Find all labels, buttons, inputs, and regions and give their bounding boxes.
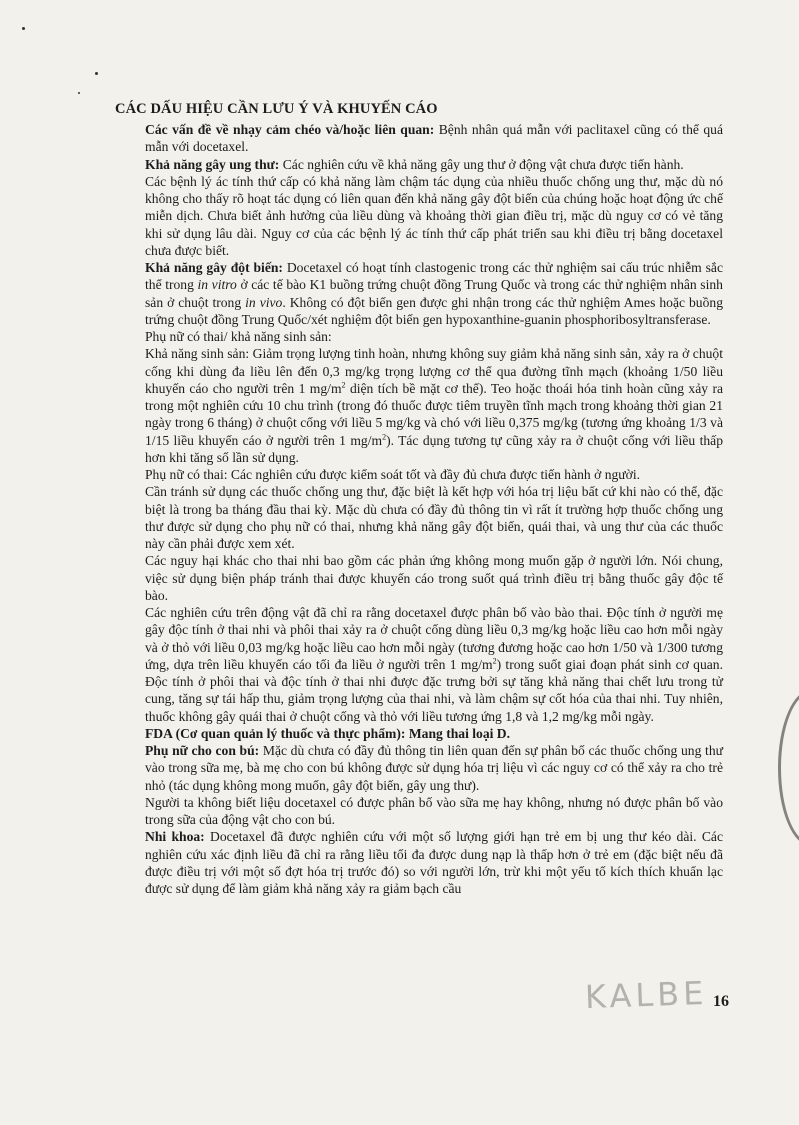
paragraph-text: Khả năng sinh sản: Giảm trọng lượng tinh hoàn, nhưng không suy giảm khả năng sinh sản, xảy ra ở chuột cống khi dùng đa liều lên đến 0,3 mg/kg trọng lượng cơ thể qua đường tĩnh mạch (khoảng 1/50 liều khuyến cáo cho người trên 1 mg/m: [145, 346, 723, 396]
paragraph-text: Mặc dù chưa có đầy đủ thông tin liên quan đến sự phân bố các thuốc chống ung thư vào trong sữa mẹ, bà mẹ cho con bú không được sử dụng hóa trị liệu vì các nguy cơ có thể xảy ra cho trẻ nhỏ (tác dụng không mong muốn, gây đột biến, gây ung thư).: [145, 743, 723, 793]
paragraph-milk-distribution: Người ta không biết liệu docetaxel có được phân bố vào sữa mẹ hay không, nhưng nó được phân bố vào trong sữa của động vật cho con bú.: [145, 794, 723, 827]
paragraph-label: Các vấn đề về nhạy cảm chéo và/hoặc liên quan:: [145, 122, 435, 137]
paragraph-pregnancy-fertility-title: Phụ nữ có thai/ khả năng sinh sản:: [145, 329, 332, 344]
paragraph-text: diện tích bề mặt cơ thể). Teo hoặc thoái hóa tinh hoàn cũng xảy ra trong một nghiên cứu 10 chu trình (trong đó thuốc được tiêm truyền tĩnh mạch trong khoảng thời gian 21 ngày trong 6 tháng) ở chuột cống với liều 5 mg/kg và chó với liều 0,375 mg/kg (tương ứng khoảng 1/3 và 1/15 liều khuyến cáo ở người trên 1 mg/m: [145, 380, 724, 448]
italic-term: in vitro: [197, 277, 237, 293]
paragraph-pregnancy: Phụ nữ có thai: Các nghiên cứu được kiểm soát tốt và đầy đủ chưa được tiến hành ở người.: [145, 467, 641, 482]
paragraph-text: ) trong suốt giai đoạn phát sinh cơ quan. Độc tính ở phôi thai và độc tính ở thai nhi được đặc trưng bởi sự tăng khả năng thai chết lưu trong tử cung, tăng sự tái hấp thu, giảm trọng lượng của thai nhi, và làm chậm sự cốt hóa của thai nhi. Tuy nhiên, thuốc không gây quái thai ở chuột cống và thỏ với liều tương ứng 1,8 và 1,2 mg/kg mỗi ngày.: [145, 656, 723, 724]
paragraph-text: . Không có đột biến gen được ghi nhận trong các thử nghiệm Ames hoặc buồng trứng chuột đồng Trung Quốc/xét nghiệm đột biến gen hypoxanthine-guanin phosphoribosyltransferase.: [145, 294, 723, 327]
scan-speck: [95, 72, 98, 75]
paragraph-fertility: [145, 345, 723, 466]
italic-term: in vivo: [245, 294, 283, 310]
paragraph-text: Các nghiên cứu trên động vật đã chỉ ra rằng docetaxel được phân bố vào bào thai. Độc tính ở người mẹ gây độc tính ở thai nhi và phôi thai xảy ra ở chuột cống dùng liều 0,3 mg/kg hoặc liều cao hơn mỗi ngày và ở thỏ với liều 0,03 mg/kg hoặc liều cao hơn mỗi ngày (tương đương hoặc cao hơn 1/50 và 1/300 tương ứng, dựa trên liều khuyến cáo tối đa liều ở người trên 1 mg/m: [145, 605, 723, 672]
paragraph-carcinogenicity: [145, 156, 723, 173]
paragraph-breastfeeding: [145, 742, 723, 794]
paragraph-fda-category: [145, 725, 723, 742]
paragraph-text: Docetaxel đã được nghiên cứu với một số lượng giới hạn trẻ em bị ung thư kéo dài. Các nghiên cứu xác định liều đã chỉ ra rằng liều tối đa được dung nạp là thấp hơn ở trẻ em (đặc biệt nếu đã được điều trị với một số đợt hóa trị trước đó) so với người lớn, trừ khi một yếu tố kích thích khuẩn lạc được sử dụng để làm giảm khả năng xảy ra giảm bạch cầu: [145, 829, 723, 896]
paragraph-text: Các nghiên cứu về khả năng gây ung thư ở động vật chưa được tiến hành.: [279, 156, 684, 172]
document-body: [145, 121, 723, 897]
paragraph-mutagenicity: [145, 259, 723, 328]
paragraph-other-hazards: Các nguy hại khác cho thai nhi bao gồm các phản ứng không mong muốn gặp ở người lớn. Nói chung, việc sử dụng biện pháp tránh thai được khuyến cáo trong suốt quá trình điều trị bằng thuốc gây độc tế bào.: [145, 553, 723, 603]
paragraph-label: Khả năng gây ung thư:: [145, 156, 280, 172]
superscript: 2: [492, 656, 497, 666]
superscript: 2: [341, 380, 346, 390]
section-heading: CÁC DẤU HIỆU CẦN LƯU Ý VÀ KHUYẾN CÁO: [115, 101, 438, 117]
paragraph-text: ). Tác dụng tương tự cũng xảy ra ở chuột cống với liều thấp hơn khi tăng số lần sử dụng.: [145, 432, 723, 465]
paragraph-text: ở các tế bào K1 buồng trứng chuột đồng Trung Quốc và trong các thử nghiệm nhân sinh sản ở chuột trong: [145, 277, 723, 310]
paragraph-cross-sensitivity: [145, 121, 723, 156]
paragraph-avoid-use: Cần tránh sử dụng các thuốc chống ung thư, đặc biệt là kết hợp với hóa trị liệu bất cứ khi nào có thể, đặc biệt là trong ba tháng đầu thai kỳ. Mặc dù chưa có đầy đủ thông tin vì rất ít trường hợp thuốc chống ung thư được sử dụng cho phụ nữ có thai, nhưng khả năng gây đột biến, quái thai, và ung thư của các thuốc này cần phải được xem xét.: [145, 484, 723, 551]
paragraph-text: Bệnh nhân quá mẫn với paclitaxel cũng có thể quá mẫn với docetaxel.: [145, 122, 723, 155]
partial-stamp-seal: [778, 690, 799, 846]
paragraph-text: Docetaxel có hoạt tính clastogenic trong các thử nghiệm sai cấu trúc nhiễm sắc thể trong: [145, 260, 723, 293]
kalbe-watermark: KALBE: [584, 973, 708, 1017]
paragraph-animal-studies: [145, 604, 723, 725]
paragraph-label: Khả năng gây đột biến:: [145, 260, 283, 275]
paragraph-label: FDA (Cơ quan quản lý thuốc và thực phẩm): Mang thai loại D.: [145, 725, 511, 741]
scan-speck: [78, 92, 80, 94]
scan-speck: [22, 27, 25, 30]
paragraph-secondary-malignancy: Các bệnh lý ác tính thứ cấp có khả năng làm chậm tác dụng của nhiều thuốc chống ung thư, mặc dù nó không cho thấy rõ hoạt tác dụng có liên quan đến khả năng gây đột biến của chúng hoặc hoạt động ức chế miễn dịch. Chưa biết ảnh hưởng của liều dùng và khoảng thời gian điều trị, mặc dù nguy cơ có vẻ tăng khi sử dụng lâu dài. Nguy cơ của các bệnh lý ác tính thứ cấp phát triển sau khi điều trị bằng docetaxel chưa được biết.: [145, 173, 723, 258]
superscript: 2: [382, 431, 387, 441]
page-number: 16: [713, 993, 729, 1010]
paragraph-label: Phụ nữ cho con bú:: [145, 743, 260, 758]
paragraph-pediatrics: [145, 828, 723, 897]
paragraph-label: Nhi khoa:: [145, 829, 205, 845]
